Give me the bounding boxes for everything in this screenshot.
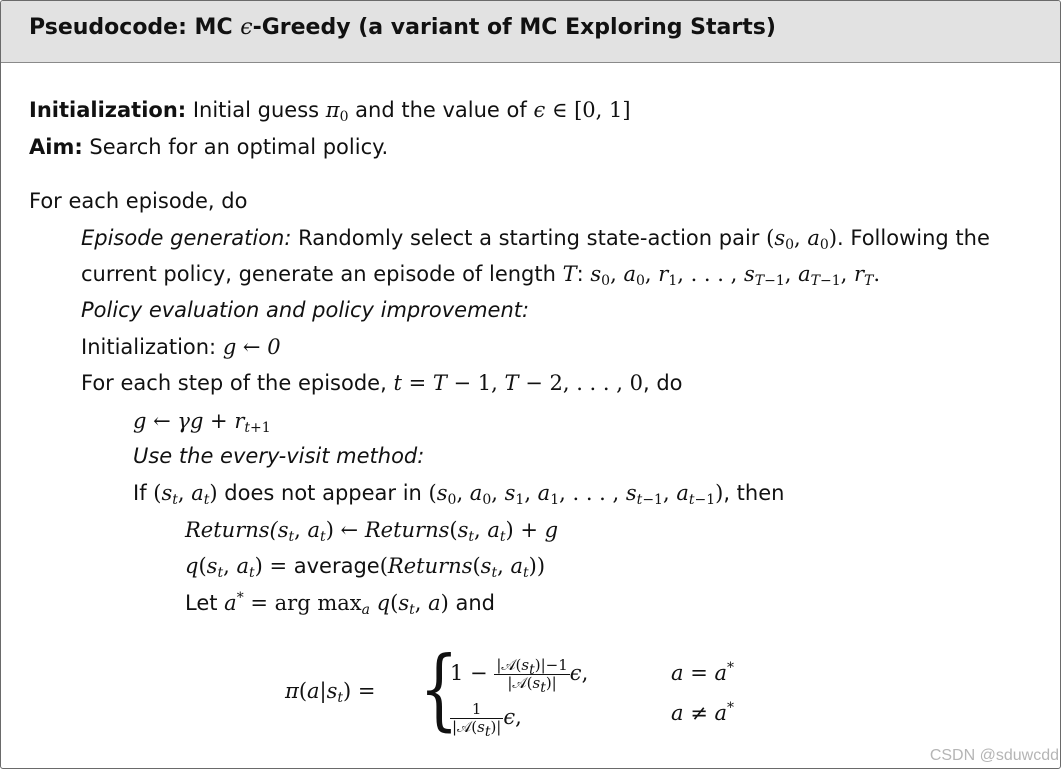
cases-brace: {	[419, 637, 459, 740]
let-line: Let a* = arg $\max_a q(s_t$, a) and	[185, 590, 496, 618]
aim-line: Aim: Search for an optimal policy.	[29, 135, 389, 159]
every-visit-label: Use the every-visit method:	[133, 444, 425, 468]
visited-sequence: ($s_0$, $a_0$, $s_1$, $a_1$, . . . , $s_{t-1}$, $a_{t-1}$)	[428, 481, 724, 508]
g-update-line: g ← $\gamma g + r_{t+1}$	[133, 409, 271, 436]
policy-eval-label: Policy evaluation and policy improvement:	[81, 298, 530, 322]
episode-sequence: $s_0$, $a_0$, $r_1$, . . . , $s_{T-1}$, $a_{T-1}$, $r_T$.	[590, 262, 881, 289]
csdn-watermark: CSDN @sduwcdd	[929, 747, 1059, 764]
init-g-line: Initialization: g ← 0	[81, 335, 281, 359]
initialization-line: Initialization: Initial guess $\pi_0$ and the value of ϵ ∈ [0, 1]	[29, 98, 631, 125]
case-greedy-condition: a = a*	[671, 660, 735, 685]
if-line: If ($s_t$, $a_t$) does not appear in ($s_0$, $a_0$, $s_1$, $a_1$, . . . , $s_{t-1}$, $a_{t-1}$), then	[133, 481, 785, 508]
episode-generation-line: Episode generation: Randomly select a starting state-action pair ($s_0$, $a_0$). Following the	[81, 226, 990, 253]
epsilon-interval: [0, 1]	[574, 98, 631, 122]
q-update-line: $q(s_t$, $a_t$) = $average(Returns(s_t$, $a_t$))	[185, 554, 546, 581]
episode-generation-label: Episode generation:	[81, 226, 292, 250]
episode-loop-header: For each episode, do	[29, 189, 248, 213]
case-other-condition: a ≠ a*	[671, 700, 735, 725]
step-loop-line: For each step of the episode, t = T − 1, T − 2, . . . , 0, do	[81, 371, 683, 395]
epsilon-membership: ϵ	[533, 98, 552, 122]
episode-generation-line-2: current policy, generate an episode of length T: $s_0$, $a_0$, $r_1$, . . . , $s_{T-1}$, $a_{T-1}$, $r_T$.	[81, 262, 881, 289]
returns-update-line: $Returns(s_t$, $a_t$) ← $Returns(s_t$, $a_t) + g$	[185, 518, 559, 545]
title-epsilon: ϵ	[240, 15, 253, 40]
case-greedy: 1 − $\frac{|𝒜(s_t)|-1}{|𝒜(s_t)|}$ ϵ,	[450, 656, 589, 696]
g-init-expr: g ← 0	[222, 335, 281, 359]
case-other: $\frac{1}{|𝒜(s_t)|}$ ϵ,	[452, 700, 522, 740]
t-range-expr: t = T − 1, T − 2, . . . , 0	[393, 371, 643, 395]
initialization-label: Initialization:	[29, 98, 187, 122]
pi0-symbol: $\pi_0$	[325, 98, 349, 125]
pseudocode-header	[1, 1, 1060, 63]
policy-formula	[285, 637, 765, 740]
policy-lhs: $\pi(a|s_t)$ =	[285, 679, 376, 706]
aim-label: Aim:	[29, 135, 83, 159]
pseudocode-title: Pseudocode: MC ϵ-Greedy (a variant of MC Exploring Starts)	[29, 15, 776, 40]
